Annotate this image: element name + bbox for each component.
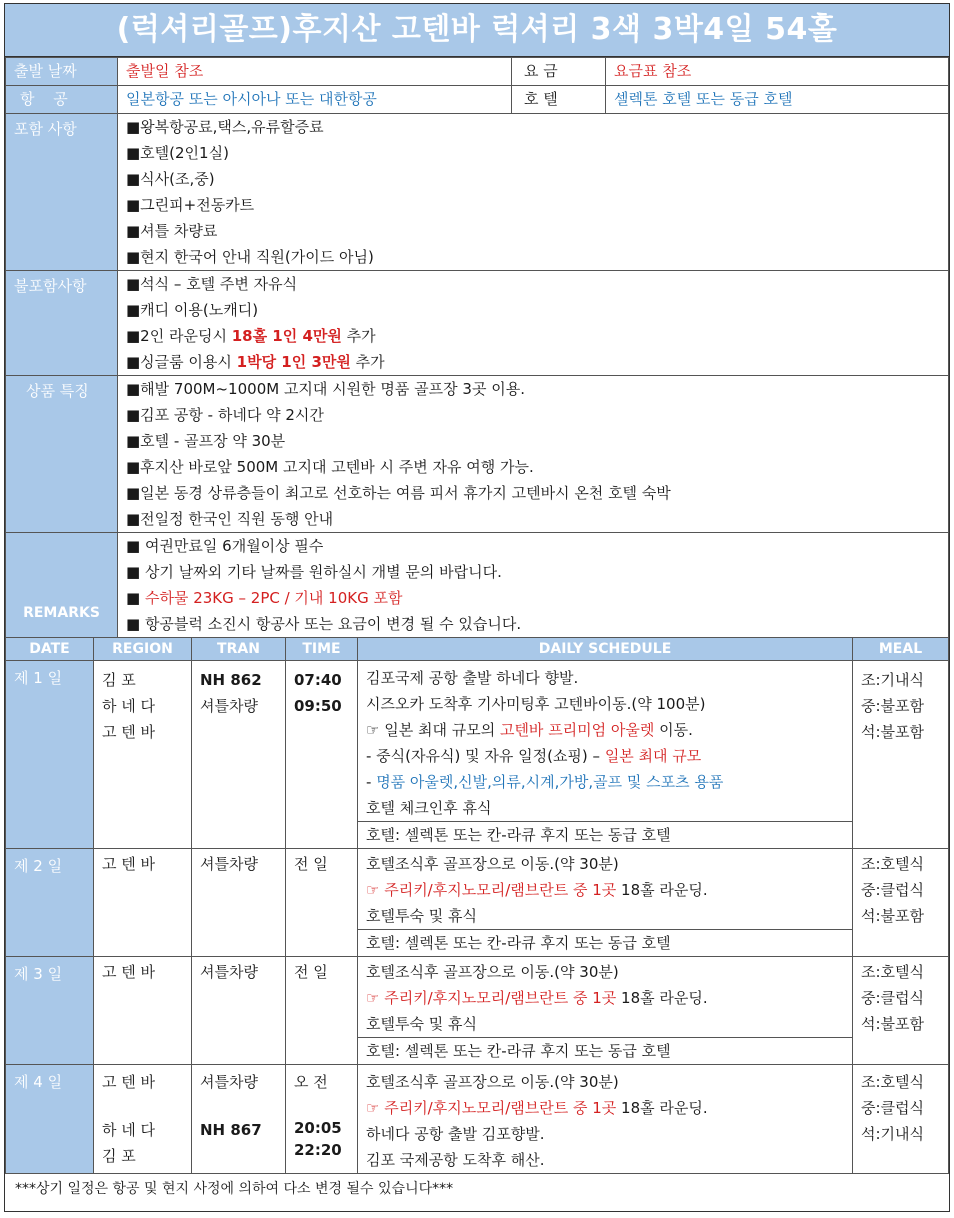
remark-item: ■ 수하물 23KG – 2PC / 기내 10KG 포함	[126, 589, 403, 607]
tran-cell: NH 862 셔틀차량	[192, 661, 286, 849]
airline-value: 일본항공 또는 아시아나 또는 대한항공	[118, 86, 512, 114]
remarks-list	[118, 533, 949, 638]
feature-item: ■일본 동경 상류층들이 최고로 선호하는 여름 피서 휴가지 고텐바시 온천 호텔 숙박	[126, 484, 671, 502]
day-label: 제 3 일	[6, 957, 94, 1065]
meal-cell: 조:호텔식 중:클럽식 석:불포함	[853, 957, 949, 1065]
col-daily-schedule: DAILY SCHEDULE	[358, 638, 853, 661]
tran-cell: 셔틀차량	[192, 957, 286, 1065]
fare-value: 요금표 참조	[606, 58, 949, 86]
day-label: 제 4 일	[6, 1065, 94, 1174]
time-cell: 07:40 09:50	[286, 661, 358, 849]
extra-fee-text: 18홀 1인 4만원	[231, 327, 342, 345]
day-label: 제 1 일	[6, 661, 94, 849]
time-cell: 전 일	[286, 957, 358, 1065]
col-meal: MEAL	[853, 638, 949, 661]
day-row	[6, 661, 949, 849]
excluded-label: 불포함사항	[6, 271, 118, 376]
schedule-cell: 호텔조식후 골프장으로 이동.(약 30분) ☞ 주리키/후지노모리/램브란트 중 1곳 18홀 라운딩. 호텔투숙 및 휴식 호텔: 셀렉톤 또는 칸-라큐 후지 또는 동급 호텔	[358, 957, 853, 1065]
schedule-cell: 김포국제 공항 출발 하네다 향발. 시즈오카 도착후 기사미팅후 고텐바이동.(약 100분) ☞ 일본 최대 규모의 고텐바 프리미엄 아울렛 이동. - 중식(자유식) 및 자유 일정(쇼핑) – 일본 최대 규모 - 명품 아울렛,신발,의류,시계,가방,골프 및 스포츠 용품 호텔 체크인후 휴식 호텔: 셀렉톤 또는 칸-라큐 후지 또는 동급 호텔	[358, 661, 853, 849]
included-label: 포함 사항	[6, 114, 118, 271]
feature-item: ■호텔 - 골프장 약 30분	[126, 432, 286, 450]
hotel-info: 호텔: 셀렉톤 또는 칸-라큐 후지 또는 동급 호텔	[358, 929, 852, 956]
day-row	[6, 1065, 949, 1174]
features-label: 상품 특징	[6, 376, 118, 533]
airline-label: 항 공	[6, 86, 118, 114]
region-cell: 고 텐 바	[94, 849, 192, 957]
tran-cell: 셔틀차량 NH 867	[192, 1065, 286, 1174]
footer-table	[5, 1173, 949, 1204]
footer-note: ***상기 일정은 항공 및 현지 사정에 의하여 다소 변경 될수 있습니다***	[5, 1174, 949, 1205]
schedule-table	[5, 637, 949, 1174]
excluded-list	[118, 271, 949, 376]
included-item: ■셔틀 차량료	[126, 222, 218, 240]
remark-item: ■ 항공블럭 소진시 항공사 또는 요금이 변경 될 수 있습니다.	[126, 615, 522, 633]
excluded-item: ■캐디 이용(노캐디)	[126, 301, 259, 319]
itinerary-page	[4, 3, 950, 1212]
remark-item: ■ 상기 날짜외 기타 날짜를 원하실시 개별 문의 바랍니다.	[126, 563, 502, 581]
col-tran: TRAN	[192, 638, 286, 661]
included-item: ■식사(조,중)	[126, 170, 215, 188]
meal-cell: 조:호텔식 중:클럽식 석:기내식	[853, 1065, 949, 1174]
feature-item: ■김포 공항 - 하네다 약 2시간	[126, 406, 324, 424]
col-time: TIME	[286, 638, 358, 661]
schedule-cell: 호텔조식후 골프장으로 이동.(약 30분) ☞ 주리키/후지노모리/램브란트 중 1곳 18홀 라운딩. 하네다 공항 출발 김포향발. 김포 국제공항 도착후 해산.	[358, 1065, 853, 1174]
time-cell: 전 일	[286, 849, 358, 957]
feature-item: ■전일정 한국인 직원 동행 안내	[126, 510, 334, 528]
col-date: DATE	[6, 638, 94, 661]
info-table	[5, 57, 949, 114]
page-title: (럭셔리골프)후지산 고텐바 럭셔리 3색 3박4일 54홀	[5, 4, 949, 57]
feature-item: ■해발 700M~1000M 고지대 시원한 명품 골프장 3곳 이용.	[126, 380, 525, 398]
features-list	[118, 376, 949, 533]
region-cell: 김 포 하 네 다 고 텐 바	[94, 661, 192, 849]
col-region: REGION	[94, 638, 192, 661]
day-row	[6, 849, 949, 957]
day-label: 제 2 일	[6, 849, 94, 957]
tran-cell: 셔틀차량	[192, 849, 286, 957]
meal-cell: 조:호텔식 중:클럽식 석:불포함	[853, 849, 949, 957]
fare-label: 요 금	[512, 58, 606, 86]
departure-value: 출발일 참조	[118, 58, 512, 86]
baggage-text: 수하물 23KG – 2PC / 기내 10KG 포함	[144, 589, 403, 607]
remark-item: ■ 여권만료일 6개월이상 필수	[126, 537, 324, 555]
hotel-info: 호텔: 셀렉톤 또는 칸-라큐 후지 또는 동급 호텔	[358, 1037, 852, 1064]
single-room-fee-text: 1박당 1인 3만원	[236, 353, 351, 371]
details-table	[5, 113, 949, 638]
excluded-item: ■석식 – 호텔 주변 자유식	[126, 275, 298, 293]
excluded-item: ■싱글룸 이용시 1박당 1인 3만원 추가	[126, 353, 385, 371]
region-cell: 고 텐 바 하 네 다 김 포	[94, 1065, 192, 1174]
hotel-label: 호 텔	[512, 86, 606, 114]
included-item: ■왕복항공료,택스,유류할증료	[126, 118, 324, 136]
included-list	[118, 114, 949, 271]
outlet-name: 고텐바 프리미엄 아울렛	[499, 721, 655, 739]
time-cell: 오 전 20:05 22:20	[286, 1065, 358, 1174]
remarks-label: REMARKS	[6, 533, 118, 638]
day-row	[6, 957, 949, 1065]
schedule-cell: 호텔조식후 골프장으로 이동.(약 30분) ☞ 주리키/후지노모리/램브란트 중 1곳 18홀 라운딩. 호텔투숙 및 휴식 호텔: 셀렉톤 또는 칸-라큐 후지 또는 동급 호텔	[358, 849, 853, 957]
included-item: ■호텔(2인1실)	[126, 144, 229, 162]
excluded-item: ■2인 라운딩시 18홀 1인 4만원 추가	[126, 327, 376, 345]
departure-label: 출발 날짜	[6, 58, 118, 86]
hotel-info: 호텔: 셀렉톤 또는 칸-라큐 후지 또는 동급 호텔	[358, 821, 852, 848]
region-cell: 고 텐 바	[94, 957, 192, 1065]
feature-item: ■후지산 바로앞 500M 고지대 고텐바 시 주변 자유 여행 가능.	[126, 458, 534, 476]
hotel-value: 셀렉톤 호텔 또는 동급 호텔	[606, 86, 949, 114]
included-item: ■현지 한국어 안내 직원(가이드 아님)	[126, 248, 374, 266]
meal-cell: 조:기내식 중:불포함 석:불포함	[853, 661, 949, 849]
included-item: ■그린피+전동카트	[126, 196, 255, 214]
